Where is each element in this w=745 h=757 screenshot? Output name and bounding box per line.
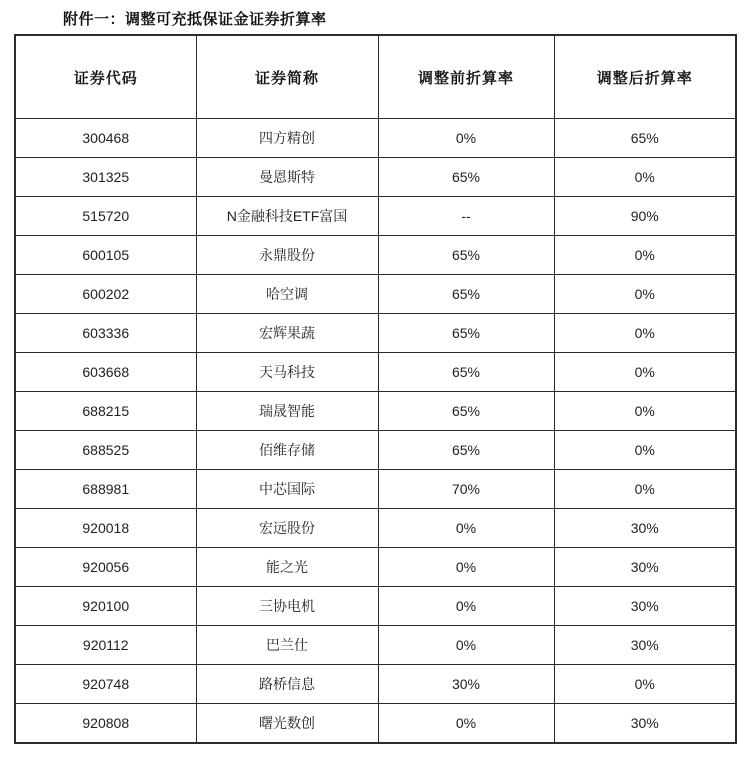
cell-security-code: 301325 bbox=[15, 158, 196, 197]
document-title: 附件一：调整可充抵保证金证券折算率 bbox=[63, 11, 327, 28]
cell-security-code: 603336 bbox=[15, 314, 196, 353]
cell-security-code: 300468 bbox=[15, 119, 196, 158]
cell-security-code: 920018 bbox=[15, 509, 196, 548]
cell-security-code: 920056 bbox=[15, 548, 196, 587]
cell-rate-before: 65% bbox=[378, 158, 554, 197]
cell-security-name: 佰维存储 bbox=[196, 431, 378, 470]
table-row bbox=[15, 626, 736, 665]
cell-security-code: 603668 bbox=[15, 353, 196, 392]
cell-rate-after: 30% bbox=[554, 587, 736, 626]
cell-rate-before: 0% bbox=[378, 626, 554, 665]
table-row bbox=[15, 314, 736, 353]
cell-rate-before: 30% bbox=[378, 665, 554, 704]
cell-security-name: 四方精创 bbox=[196, 119, 378, 158]
cell-security-code: 920748 bbox=[15, 665, 196, 704]
table-row bbox=[15, 275, 736, 314]
cell-rate-after: 65% bbox=[554, 119, 736, 158]
table-row bbox=[15, 704, 736, 744]
cell-rate-before: 0% bbox=[378, 509, 554, 548]
cell-security-name: 哈空调 bbox=[196, 275, 378, 314]
cell-security-name: 能之光 bbox=[196, 548, 378, 587]
cell-security-name: 天马科技 bbox=[196, 353, 378, 392]
cell-rate-before: 65% bbox=[378, 314, 554, 353]
cell-security-name: 瑞晟智能 bbox=[196, 392, 378, 431]
cell-rate-after: 0% bbox=[554, 275, 736, 314]
header-rate-before: 调整前折算率 bbox=[378, 35, 554, 119]
table-row bbox=[15, 470, 736, 509]
table-row bbox=[15, 353, 736, 392]
cell-security-code: 920100 bbox=[15, 587, 196, 626]
header-security-code: 证券代码 bbox=[15, 35, 196, 119]
table-row bbox=[15, 665, 736, 704]
cell-rate-after: 0% bbox=[554, 470, 736, 509]
table-header bbox=[15, 35, 736, 119]
header-rate-after: 调整后折算率 bbox=[554, 35, 736, 119]
table-row bbox=[15, 431, 736, 470]
cell-rate-before: -- bbox=[378, 197, 554, 236]
cell-security-name: 宏远股份 bbox=[196, 509, 378, 548]
cell-rate-before: 65% bbox=[378, 275, 554, 314]
cell-security-name: 永鼎股份 bbox=[196, 236, 378, 275]
cell-rate-after: 30% bbox=[554, 509, 736, 548]
cell-rate-before: 65% bbox=[378, 431, 554, 470]
cell-security-code: 688215 bbox=[15, 392, 196, 431]
cell-security-name: 巴兰仕 bbox=[196, 626, 378, 665]
table-row bbox=[15, 158, 736, 197]
cell-rate-after: 0% bbox=[554, 665, 736, 704]
cell-security-code: 920808 bbox=[15, 704, 196, 744]
table-row bbox=[15, 119, 736, 158]
cell-rate-after: 30% bbox=[554, 626, 736, 665]
cell-rate-before: 65% bbox=[378, 236, 554, 275]
cell-security-name: 中芯国际 bbox=[196, 470, 378, 509]
cell-rate-after: 0% bbox=[554, 392, 736, 431]
cell-security-code: 688525 bbox=[15, 431, 196, 470]
cell-security-name: 三协电机 bbox=[196, 587, 378, 626]
cell-rate-before: 0% bbox=[378, 587, 554, 626]
cell-rate-after: 0% bbox=[554, 431, 736, 470]
cell-security-name: 曼恩斯特 bbox=[196, 158, 378, 197]
cell-security-name: N金融科技ETF富国 bbox=[196, 197, 378, 236]
conversion-rate-table bbox=[14, 34, 737, 744]
cell-rate-before: 65% bbox=[378, 353, 554, 392]
table-row bbox=[15, 197, 736, 236]
cell-security-code: 688981 bbox=[15, 470, 196, 509]
cell-security-code: 515720 bbox=[15, 197, 196, 236]
cell-rate-before: 65% bbox=[378, 392, 554, 431]
cell-security-name: 曙光数创 bbox=[196, 704, 378, 744]
cell-rate-after: 0% bbox=[554, 158, 736, 197]
table-body bbox=[15, 119, 736, 744]
cell-security-code: 600105 bbox=[15, 236, 196, 275]
cell-rate-after: 30% bbox=[554, 548, 736, 587]
cell-rate-after: 90% bbox=[554, 197, 736, 236]
table-row bbox=[15, 236, 736, 275]
cell-rate-before: 0% bbox=[378, 119, 554, 158]
table-row bbox=[15, 587, 736, 626]
cell-rate-before: 70% bbox=[378, 470, 554, 509]
header-security-name: 证券简称 bbox=[196, 35, 378, 119]
cell-rate-before: 0% bbox=[378, 704, 554, 744]
cell-security-code: 920112 bbox=[15, 626, 196, 665]
cell-security-name: 路桥信息 bbox=[196, 665, 378, 704]
header-row bbox=[15, 35, 736, 119]
cell-rate-after: 30% bbox=[554, 704, 736, 744]
table-row bbox=[15, 548, 736, 587]
cell-rate-before: 0% bbox=[378, 548, 554, 587]
cell-security-name: 宏辉果蔬 bbox=[196, 314, 378, 353]
cell-rate-after: 0% bbox=[554, 236, 736, 275]
table-row bbox=[15, 392, 736, 431]
cell-security-code: 600202 bbox=[15, 275, 196, 314]
cell-rate-after: 0% bbox=[554, 353, 736, 392]
cell-rate-after: 0% bbox=[554, 314, 736, 353]
table-row bbox=[15, 509, 736, 548]
